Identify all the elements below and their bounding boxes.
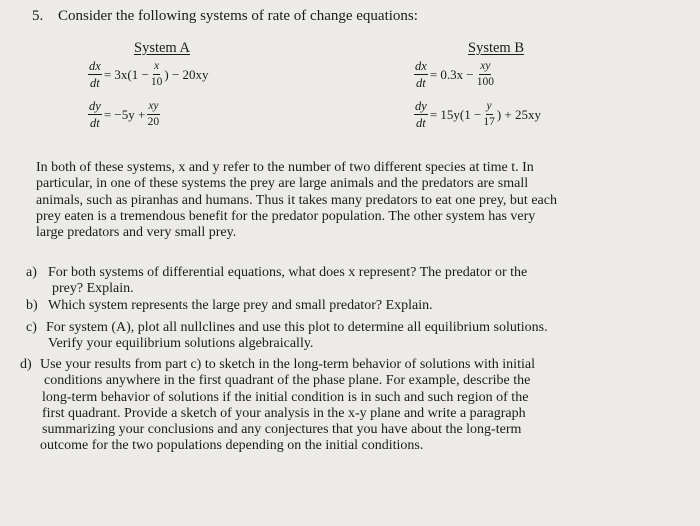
paragraph-line: animals, such as piranhas and humans. Thus it takes many predators to eat one prey, but each (36, 192, 557, 208)
fraction-numerator: x (153, 61, 160, 75)
system-a-title: System A (134, 40, 190, 56)
derivative-numerator: dy (415, 99, 427, 113)
paragraph-line: prey eaten is a tremendous benefit for the predator population. The other system has very (36, 208, 536, 224)
part-line: prey? Explain. (52, 281, 134, 297)
part-letter: d) (20, 357, 32, 372)
part-text (40, 357, 680, 455)
equation-term: = −5y + (103, 106, 146, 122)
fraction-denominator: 10 (150, 75, 163, 88)
part-line: For system (A), plot all nullclines and use this plot to determine all equilibrium solutions. (46, 320, 548, 335)
equation-term: ) − 20xy (164, 66, 209, 82)
part-letter: b) (26, 298, 38, 313)
part-text (48, 298, 668, 314)
equation-term: = 15y(1 − (429, 106, 482, 122)
system-b-equation-2 (414, 100, 541, 129)
part-line: For both systems of differential equations, what does x represent? The predator or the (48, 265, 528, 280)
paragraph-line: particular, in one of these systems the prey are large animals and the predators are small (36, 176, 529, 192)
fraction-term (483, 101, 495, 128)
fraction-denominator: 20 (147, 115, 160, 128)
fraction-denominator: 100 (476, 75, 494, 88)
derivative-denominator: dt (90, 115, 100, 130)
equation-term: ) + 25xy (496, 106, 541, 122)
derivative-numerator: dy (89, 99, 101, 113)
part-letter: c) (26, 320, 37, 335)
part-line: Verify your equilibrium solutions algebraically. (48, 336, 314, 352)
derivative-denominator: dt (90, 75, 100, 90)
fraction-numerator: xy (479, 61, 491, 75)
fraction-denominator: 17 (483, 115, 495, 128)
system-a-equation-1 (88, 60, 208, 89)
part-line: first quadrant. Provide a sketch of your analysis in the x-y plane and write a paragraph (42, 405, 526, 421)
description-paragraph (36, 160, 652, 241)
part-line: conditions anywhere in the first quadrant of the phase plane. For example, describe the (44, 373, 531, 389)
system-b-title: System B (468, 40, 524, 56)
derivative-dx-dt (414, 60, 428, 89)
question-number: 5. (32, 8, 44, 24)
system-a-equation-2 (88, 100, 162, 129)
derivative-dx-dt (88, 60, 102, 89)
question-prompt: Consider the following systems of rate of change equations: (58, 8, 418, 24)
fraction-term (477, 61, 494, 88)
derivative-numerator: dx (415, 59, 427, 73)
system-b-equation-1 (414, 60, 496, 89)
fraction-numerator: xy (147, 101, 159, 115)
part-line: summarizing your conclusions and any conjectures that you have about the long-term (42, 422, 522, 438)
part-text (46, 320, 672, 353)
derivative-denominator: dt (416, 115, 426, 130)
part-text (48, 265, 668, 298)
fraction-term (147, 101, 159, 128)
equation-term: = 3x(1 − (103, 66, 149, 82)
derivative-dy-dt (414, 100, 428, 129)
derivative-dy-dt (88, 100, 102, 129)
paragraph-line: In both of these systems, x and y refer to the number of two different species at time t. In (36, 160, 534, 175)
part-letter: a) (26, 265, 37, 280)
derivative-denominator: dt (416, 75, 426, 90)
derivative-numerator: dx (89, 59, 101, 73)
paragraph-line: large predators and very small prey. (36, 225, 237, 241)
part-line: outcome for the two populations depending on the initial conditions. (40, 438, 424, 454)
fraction-term (151, 61, 163, 88)
fraction-numerator: y (486, 101, 493, 115)
part-line: long-term behavior of solutions if the initial condition is in such and such region of the (42, 389, 529, 405)
equation-term: = 0.3x − (429, 66, 474, 82)
part-line: Use your results from part c) to sketch in the long-term behavior of solutions with initial (40, 357, 535, 372)
part-line: Which system represents the large prey and small predator? Explain. (48, 298, 433, 313)
